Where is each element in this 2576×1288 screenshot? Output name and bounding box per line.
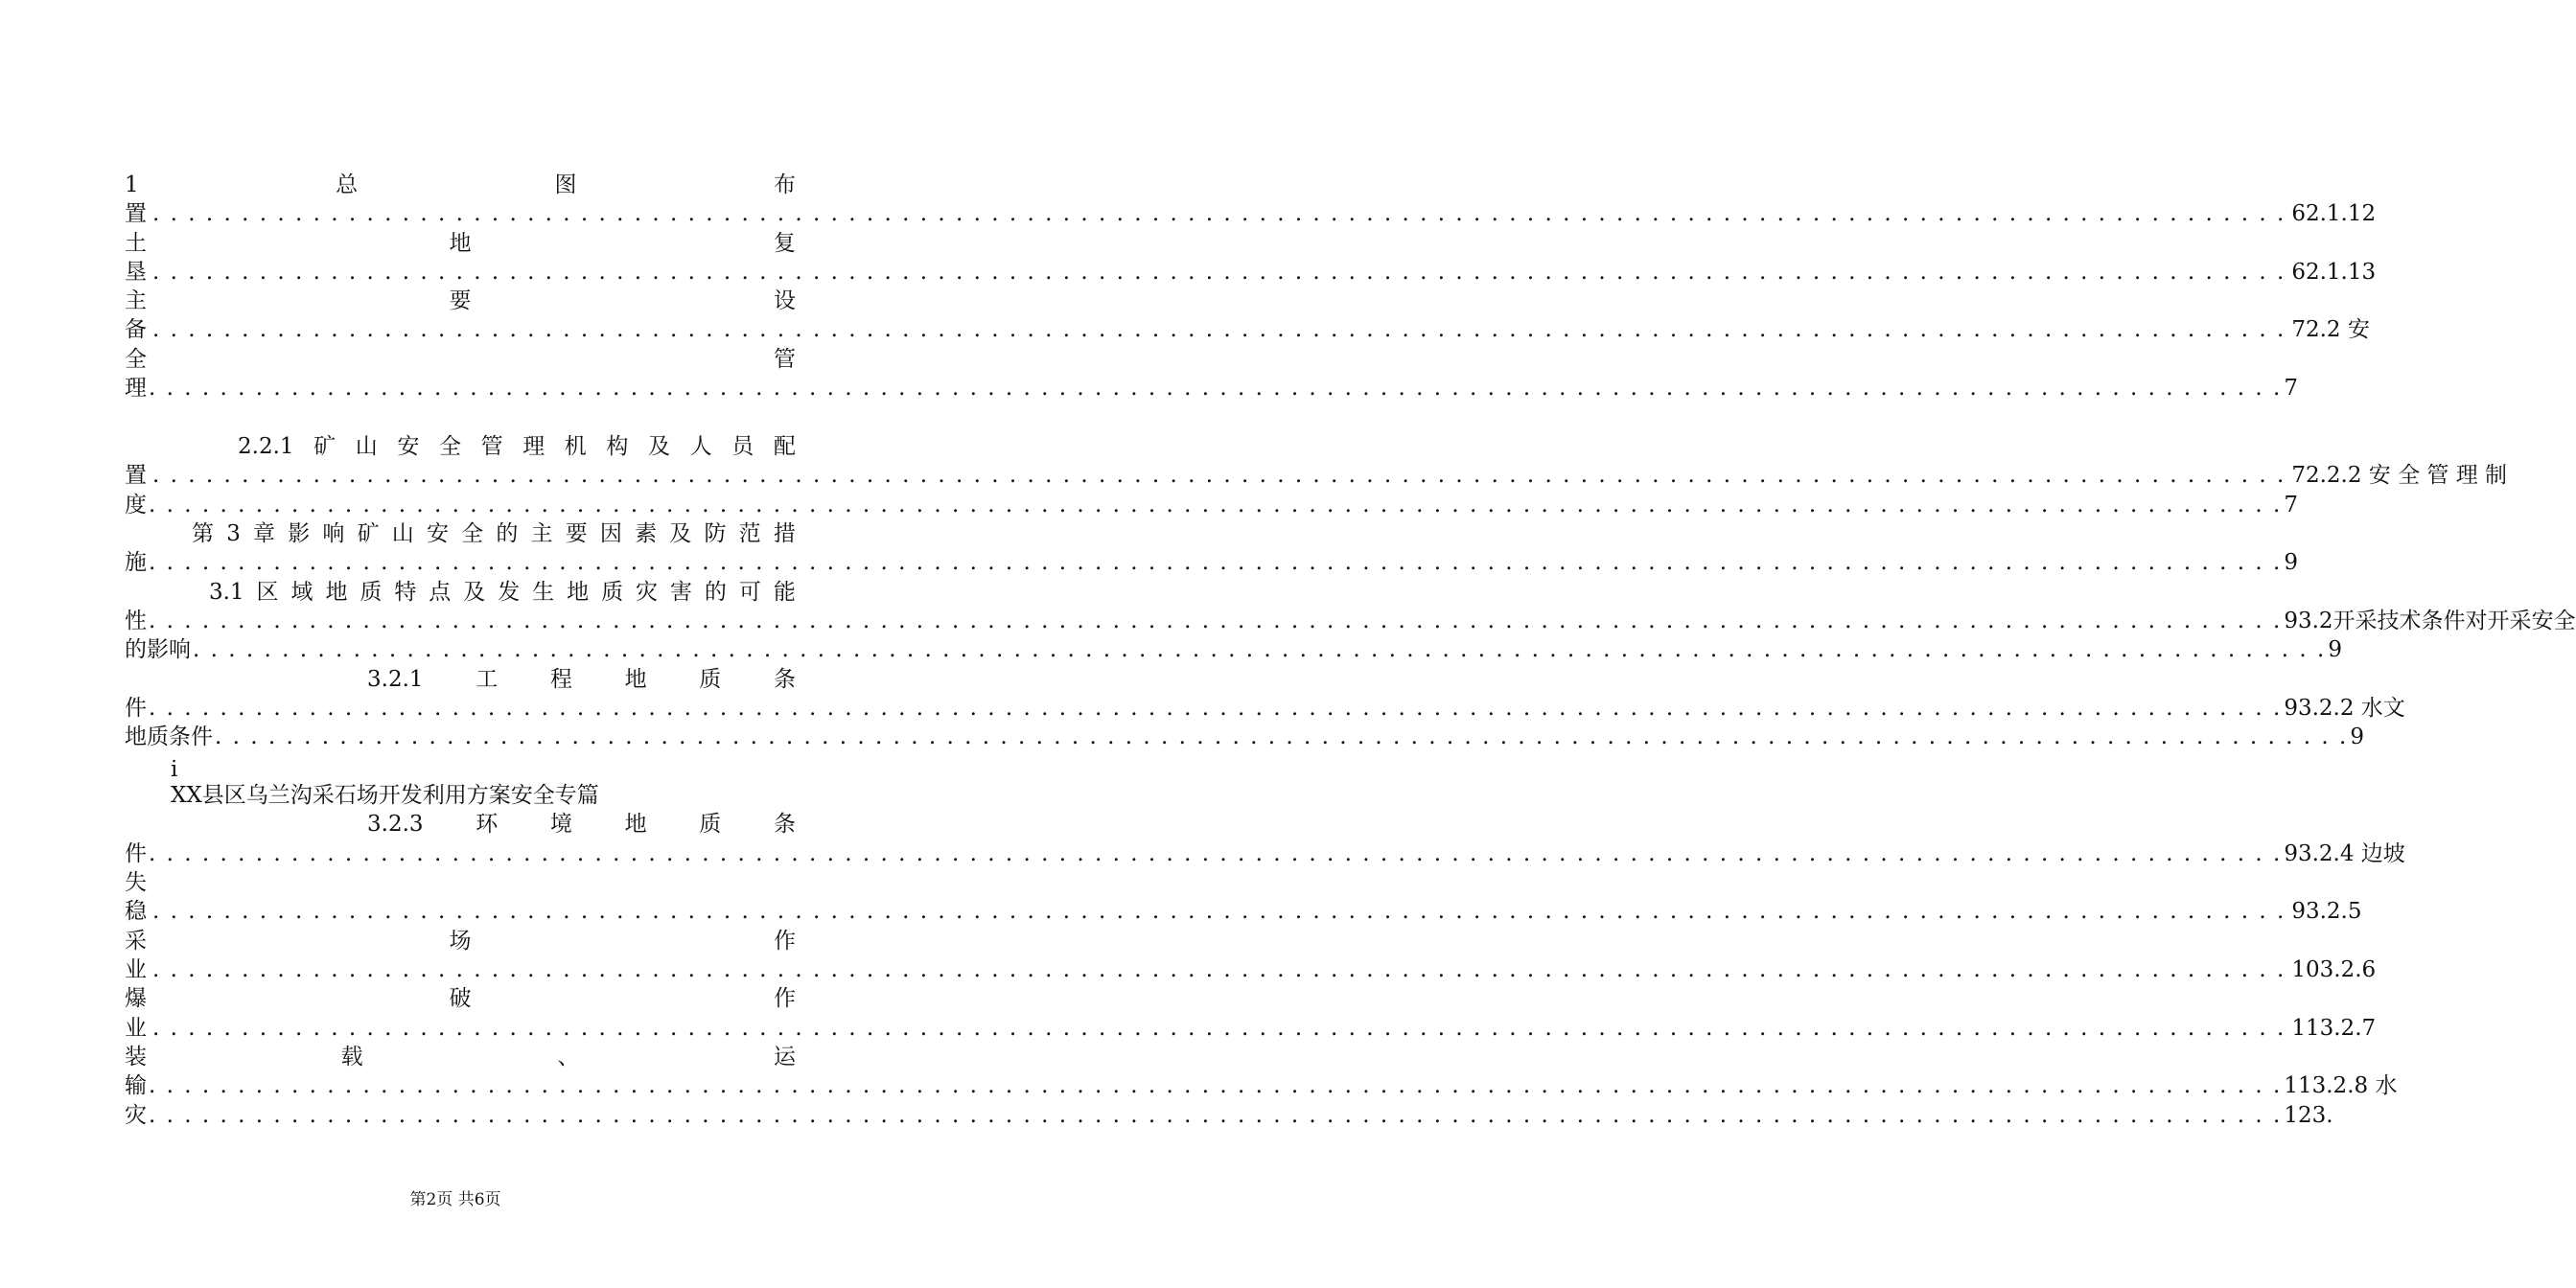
toc-page-ref: 62.1.12: [2291, 201, 2377, 226]
toc-word: 全: [125, 347, 147, 372]
dot-leader: . . . . . . . . . . . . . . . . . . . . . . . . . . . . . . . . . . . . . . . . . . . . . . . . . . . . . . . . . . . . . . . . . . . . . . . . . . . . . . . . . . . . . . . . . . . . . . . . . . . . . . . . . . . . . . . . . . . . . . . .: [149, 696, 2283, 721]
toc-entry-text: 度: [125, 493, 147, 518]
toc-line-11: [125, 491, 2298, 519]
toc-word: 采: [125, 929, 147, 954]
toc-word: 可: [738, 580, 761, 605]
toc-word: 要: [449, 288, 472, 313]
toc-word: 要: [565, 521, 588, 546]
toc-word: 安: [426, 521, 449, 546]
toc-word: 运: [773, 1045, 796, 1070]
toc-page-ref: 9: [2350, 724, 2364, 749]
toc-word: 场: [449, 929, 472, 954]
toc-word: 特: [394, 580, 417, 605]
toc-word: 灾: [636, 580, 659, 605]
toc-word: 质: [699, 812, 722, 837]
dot-leader: . . . . . . . . . . . . . . . . . . . . . . . . . . . . . . . . . . . . . . . . . . . . . . . . . . . . . . . . . . . . . . . . . . . . . . . . . . . . . . . . . . . . . . . . . . . . . . . . . . . . . . . . . . . . . . . . . . . . . . . .: [149, 841, 2283, 866]
toc-word: 能: [773, 580, 796, 605]
toc-word: 范: [738, 521, 761, 546]
toc-word: 作: [774, 986, 796, 1011]
toc-line-22: [367, 810, 796, 839]
toc-line-15: [125, 607, 2576, 635]
toc-word: 点: [429, 580, 452, 605]
toc-page-ref: 7: [2284, 493, 2298, 518]
toc-word: 工: [476, 667, 499, 692]
toc-line-13: [125, 548, 2298, 577]
toc-page-ref: 93.2.2 水文: [2284, 696, 2405, 721]
toc-word: 主: [530, 521, 553, 546]
toc-word: 设: [774, 288, 796, 313]
toc-word: 1: [125, 172, 139, 197]
toc-line-32: [125, 1101, 2333, 1130]
toc-page-ref: 62.1.13: [2291, 260, 2377, 285]
toc-line-26: [125, 927, 796, 955]
dot-leader: . . . . . . . . . . . . . . . . . . . . . . . . . . . . . . . . . . . . . . . . . . . . . . . . . . . . . . . . . . . . . . . . . . . . . . . . . . . . . . . . . . . . . . . . . . . . . . . . . . . . . . . . . . . . . . . . . . . . . . . .: [152, 957, 2286, 982]
dot-leader: . . . . . . . . . . . . . . . . . . . . . . . . . . . . . . . . . . . . . . . . . . . . . . . . . . . . . . . . . . . . . . . . . . . . . . . . . . . . . . . . . . . . . . . . . . . . . . . . . . . . . . . . . . . . . . . . . . . . . . . .: [149, 550, 2283, 575]
toc-word: 境: [549, 812, 572, 837]
toc-word: 域: [290, 580, 313, 605]
toc-line-16: [125, 635, 2342, 664]
toc-word: 3.1: [209, 580, 244, 605]
toc-line-5: [125, 287, 796, 315]
toc-entry-text: 件: [125, 841, 147, 866]
toc-word: 山: [355, 434, 378, 459]
toc-word: 总: [336, 172, 359, 197]
toc-word: 配: [773, 434, 796, 459]
toc-line-1: [125, 171, 796, 199]
toc-line-17: [367, 665, 796, 694]
toc-line-29: [125, 1014, 2377, 1043]
toc-word: 措: [773, 521, 796, 546]
dot-leader: . . . . . . . . . . . . . . . . . . . . . . . . . . . . . . . . . . . . . . . . . . . . . . . . . . . . . . . . . . . . . . . . . . . . . . . . . . . . . . . . . . . . . . . . . . . . . . . . . . . . . . . . . . . . . . . . . . . . . . . .: [152, 899, 2286, 924]
toc-line-8: [125, 374, 2298, 402]
toc-word: 地: [567, 580, 590, 605]
toc-word: 程: [549, 667, 572, 692]
toc-page-ref: 9: [2328, 637, 2342, 662]
toc-word: 质: [699, 667, 722, 692]
toc-line-14: [209, 578, 796, 607]
toc-entry-text: 备: [125, 317, 147, 342]
toc-word: 地: [325, 580, 348, 605]
toc-word: 矿: [357, 521, 380, 546]
toc-page-ref: 7: [2284, 376, 2298, 401]
toc-entry-text: 施: [125, 550, 147, 575]
toc-word: 爆: [125, 986, 147, 1011]
toc-line-3: [125, 229, 796, 258]
toc-line-31: [125, 1071, 2398, 1100]
toc-page-ref: 113.2.7: [2291, 1016, 2377, 1041]
toc-word: 及: [669, 521, 692, 546]
toc-word: 区: [256, 580, 279, 605]
toc-word: 员: [731, 434, 754, 459]
dot-leader: . . . . . . . . . . . . . . . . . . . . . . . . . . . . . . . . . . . . . . . . . . . . . . . . . . . . . . . . . . . . . . . . . . . . . . . . . . . . . . . . . . . . . . . . . . . . . . . . . . . . . . . . . . . . . . . . . . . . . . . .: [152, 1016, 2286, 1041]
toc-page-ref: 103.2.6: [2291, 957, 2377, 982]
toc-word: 全: [461, 521, 484, 546]
toc-word: 质: [360, 580, 383, 605]
toc-word: 的: [704, 580, 727, 605]
toc-word: 地: [624, 667, 647, 692]
toc-page-ref: 93.2.4 边坡: [2284, 841, 2405, 866]
toc-entry-text: 置: [125, 463, 147, 488]
toc-line-6: [125, 315, 2370, 344]
toc-word: 3: [226, 521, 241, 546]
toc-entry-text: 的影响: [125, 637, 191, 662]
toc-line-9: [238, 432, 796, 461]
toc-line-2: [125, 199, 2377, 228]
toc-word: 生: [532, 580, 555, 605]
toc-entry-text: 业: [125, 1016, 147, 1041]
toc-word: 主: [125, 288, 147, 313]
toc-entry-text: 件: [125, 696, 147, 721]
toc-word: 2.2.1: [238, 434, 294, 459]
toc-word: 质: [601, 580, 624, 605]
toc-word: 环: [476, 812, 499, 837]
toc-word: 害: [669, 580, 692, 605]
toc-word: 作: [774, 929, 796, 954]
toc-word: 素: [635, 521, 658, 546]
dot-leader: . . . . . . . . . . . . . . . . . . . . . . . . . . . . . . . . . . . . . . . . . . . . . . . . . . . . . . . . . . . . . . . . . . . . . . . . . . . . . . . . . . . . . . . . . . . . . . . . . . . . . . . . . . . . . . . . . . . . . . . .: [149, 1103, 2283, 1128]
toc-line-30: [125, 1043, 796, 1071]
toc-word: 防: [704, 521, 727, 546]
toc-word: 的: [496, 521, 519, 546]
toc-page-ref: 72.2 安: [2291, 317, 2370, 342]
toc-word: 山: [391, 521, 414, 546]
toc-word: 复: [774, 231, 796, 256]
running-header: XX县区乌兰沟采石场开发利用方案安全专篇: [171, 783, 599, 808]
toc-page-ref: 113.2.8 水: [2284, 1073, 2398, 1098]
toc-word: 装: [125, 1045, 147, 1070]
toc-word: 破: [449, 986, 472, 1011]
toc-word: 发: [498, 580, 521, 605]
dot-leader: . . . . . . . . . . . . . . . . . . . . . . . . . . . . . . . . . . . . . . . . . . . . . . . . . . . . . . . . . . . . . . . . . . . . . . . . . . . . . . . . . . . . . . . . . . . . . . . . . . . . . . . . . . . . . . . . . . . . . . . .: [149, 609, 2283, 633]
dot-leader: . . . . . . . . . . . . . . . . . . . . . . . . . . . . . . . . . . . . . . . . . . . . . . . . . . . . . . . . . . . . . . . . . . . . . . . . . . . . . . . . . . . . . . . . . . . . . . . . . . . . . . . . . . . . . . . . . . . . . . . .: [215, 724, 2349, 749]
toc-word: 因: [599, 521, 622, 546]
toc-page-ref: 123.: [2284, 1103, 2333, 1128]
dot-leader: . . . . . . . . . . . . . . . . . . . . . . . . . . . . . . . . . . . . . . . . . . . . . . . . . . . . . . . . . . . . . . . . . . . . . . . . . . . . . . . . . . . . . . . . . . . . . . . . . . . . . . . . . . . . . . . . . . . . . . . .: [193, 637, 2327, 662]
toc-word: 构: [606, 434, 629, 459]
toc-word: 安: [397, 434, 420, 459]
toc-entry-text: 性: [125, 609, 147, 633]
toc-word: 人: [689, 434, 712, 459]
toc-page-ref: 93.2开采技术条件对开采安全: [2284, 609, 2576, 633]
toc-line-18: [125, 694, 2405, 723]
dot-leader: . . . . . . . . . . . . . . . . . . . . . . . . . . . . . . . . . . . . . . . . . . . . . . . . . . . . . . . . . . . . . . . . . . . . . . . . . . . . . . . . . . . . . . . . . . . . . . . . . . . . . . . . . . . . . . . . . . . . . . . .: [152, 201, 2286, 226]
toc-word: 章: [253, 521, 276, 546]
toc-line-7: [125, 345, 796, 374]
toc-entry-text: 稳: [125, 899, 147, 924]
dot-leader: . . . . . . . . . . . . . . . . . . . . . . . . . . . . . . . . . . . . . . . . . . . . . . . . . . . . . . . . . . . . . . . . . . . . . . . . . . . . . . . . . . . . . . . . . . . . . . . . . . . . . . . . . . . . . . . . . . . . . . . .: [149, 1073, 2283, 1098]
toc-word: 响: [322, 521, 345, 546]
dot-leader: . . . . . . . . . . . . . . . . . . . . . . . . . . . . . . . . . . . . . . . . . . . . . . . . . . . . . . . . . . . . . . . . . . . . . . . . . . . . . . . . . . . . . . . . . . . . . . . . . . . . . . . . . . . . . . . . . . . . . . . .: [152, 260, 2286, 285]
toc-page-ref: 9: [2284, 550, 2298, 575]
toc-word: 载: [340, 1045, 363, 1070]
toc-word: 布: [774, 172, 796, 197]
toc-line-4: [125, 258, 2377, 287]
toc-word: 矿: [313, 434, 337, 459]
toc-entry-text: 地质条件: [125, 724, 213, 749]
toc-page-ref: 93.2.5: [2291, 899, 2362, 924]
toc-word: 及: [648, 434, 671, 459]
toc-word: 理: [522, 434, 545, 459]
toc-word: 及: [463, 580, 486, 605]
toc-line-12: [192, 519, 796, 548]
toc-word: 管: [480, 434, 503, 459]
toc-word: 、: [557, 1045, 580, 1070]
toc-entry-text: 垦: [125, 260, 147, 285]
toc-entry-text: 输: [125, 1073, 147, 1098]
toc-line-28: [125, 984, 796, 1013]
toc-line-24: 失: [125, 870, 147, 895]
toc-word: 地: [624, 812, 647, 837]
toc-page-ref: 72.2.2 安 全 管 理 制: [2291, 463, 2508, 488]
toc-word: 全: [438, 434, 461, 459]
toc-entry-text: 理: [125, 376, 147, 401]
toc-word: 地: [449, 231, 472, 256]
toc-entry-text: 置: [125, 201, 147, 226]
dot-leader: . . . . . . . . . . . . . . . . . . . . . . . . . . . . . . . . . . . . . . . . . . . . . . . . . . . . . . . . . . . . . . . . . . . . . . . . . . . . . . . . . . . . . . . . . . . . . . . . . . . . . . . . . . . . . . . . . . . . . . . .: [152, 317, 2286, 342]
toc-word: 3.2.1: [367, 667, 424, 692]
toc-word: 土: [125, 231, 147, 256]
toc-line-19: [125, 723, 2364, 751]
toc-word: 条: [773, 812, 796, 837]
toc-word: 条: [773, 667, 796, 692]
dot-leader: . . . . . . . . . . . . . . . . . . . . . . . . . . . . . . . . . . . . . . . . . . . . . . . . . . . . . . . . . . . . . . . . . . . . . . . . . . . . . . . . . . . . . . . . . . . . . . . . . . . . . . . . . . . . . . . . . . . . . . . .: [149, 376, 2283, 401]
toc-word: 3.2.3: [367, 812, 424, 837]
roman-page-number: i: [171, 757, 178, 782]
toc-word: 管: [774, 347, 796, 372]
page-footer: 第2页 共6页: [409, 1190, 501, 1209]
toc-entry-text: 业: [125, 957, 147, 982]
toc-word: 影: [288, 521, 311, 546]
toc-line-27: [125, 955, 2377, 984]
toc-line-10: [125, 461, 2508, 490]
toc-word: 机: [564, 434, 587, 459]
toc-word: 图: [554, 172, 577, 197]
toc-word: 第: [192, 521, 214, 546]
toc-entry-text: 灾: [125, 1103, 147, 1128]
toc-line-23: [125, 840, 2405, 868]
dot-leader: . . . . . . . . . . . . . . . . . . . . . . . . . . . . . . . . . . . . . . . . . . . . . . . . . . . . . . . . . . . . . . . . . . . . . . . . . . . . . . . . . . . . . . . . . . . . . . . . . . . . . . . . . . . . . . . . . . . . . . . .: [152, 463, 2286, 488]
dot-leader: . . . . . . . . . . . . . . . . . . . . . . . . . . . . . . . . . . . . . . . . . . . . . . . . . . . . . . . . . . . . . . . . . . . . . . . . . . . . . . . . . . . . . . . . . . . . . . . . . . . . . . . . . . . . . . . . . . . . . . . .: [149, 493, 2283, 518]
toc-line-25: [125, 897, 2362, 926]
